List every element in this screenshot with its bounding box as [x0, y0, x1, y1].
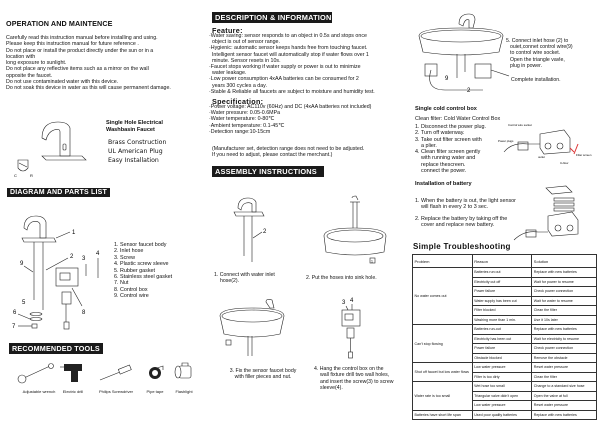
svg-text:Control wire socket: Control wire socket: [508, 123, 532, 127]
tool-label: Flashlight: [175, 389, 193, 394]
reason-cell: Obstacle blocked: [472, 353, 532, 363]
parts-list-item: 7. Nut: [114, 280, 129, 287]
flashlight-icon: [170, 362, 198, 384]
reason-cell: Power failure: [472, 287, 532, 297]
tool-label: Adjustable wrench: [22, 389, 56, 394]
solution-cell: Clean the filter: [532, 306, 597, 316]
caption-line: hose(2).: [220, 278, 240, 285]
tool-pipe-tape: [143, 362, 167, 394]
solution-cell: Use it 10s later: [532, 315, 597, 325]
caption-line: with filler pieces and nut.: [234, 374, 292, 381]
caption-line: wall fixture drill two wall holes,: [320, 372, 390, 379]
svg-text:1: 1: [371, 259, 373, 264]
operation-line: long exposure to sunlight.: [6, 60, 67, 67]
tool-label: Electric drill: [62, 389, 84, 394]
svg-text:8: 8: [82, 310, 86, 316]
battery-title: Installation of battery: [415, 181, 472, 187]
reason-cell: Wet hose too small: [472, 382, 532, 392]
reason-cell: Washing more than 1 min.: [472, 315, 532, 325]
control-box-subtitle: Clean filter: Cold Water Control Box: [415, 116, 501, 122]
spec-item: ·Water temperature: 0-80℃: [209, 116, 275, 123]
reason-cell: Water supply has been cut: [472, 296, 532, 306]
operation-line: Please keep this instruction manual for future reference .: [6, 41, 139, 48]
parts-diagram: [10, 210, 105, 340]
problem-cell: Can't stop flowing: [413, 325, 473, 363]
problem-cell: No water comes out: [413, 268, 473, 325]
battery-step-line: will flash in every 2 to 3 sec.: [421, 204, 489, 211]
parts-list-item: 9. Control wire: [114, 293, 149, 300]
step3-illustration: [218, 300, 288, 362]
battery-step-1: [415, 198, 516, 211]
step3-caption: [218, 368, 308, 381]
problem-cell: Shut off faucet but low water flows: [413, 363, 473, 382]
feature-item: ·Water saving: sensor responds to an object in 0.5s and stops once: [209, 33, 367, 39]
reason-cell: Electricity has been cut: [472, 334, 532, 344]
solution-cell: Remove the obstacle: [532, 353, 597, 363]
caption-line: 3. Fix the sensor faucet body: [229, 368, 297, 374]
tool-label: Pipe tape: [146, 389, 164, 394]
svg-text:6: 6: [13, 310, 17, 316]
svg-text:Filter screen: Filter screen: [576, 153, 592, 157]
solution-cell: Open the valve at full: [532, 391, 597, 401]
step5-caption: [506, 38, 573, 69]
parts-list-item: 8. Control box: [114, 286, 148, 293]
caption-line: sleeve(4).: [320, 384, 343, 391]
svg-text:2: 2: [467, 88, 471, 94]
feature-item: ·Low power consumption 4xAA batteries can be consumed for 2: [209, 76, 359, 83]
problem-cell: Batteries have short life span: [413, 410, 473, 420]
certification-mark-icon: [14, 158, 36, 178]
problem-cell: Water rate is too small: [413, 382, 473, 411]
feature-heading: Feature:: [212, 26, 243, 35]
solution-cell: Check power connection: [532, 287, 597, 297]
table-row: [413, 268, 597, 278]
product-feature: UL American Plug: [108, 148, 163, 155]
solution-cell: Reset water pressure: [532, 401, 597, 411]
spec-note: [212, 146, 364, 158]
reason-cell: Filter blocked: [472, 306, 532, 316]
operation-line: Do not place or install the product directly under the sun or in a: [6, 47, 154, 54]
parts-list-item: 6. Stainless steel gasket: [114, 274, 173, 281]
spec-note-line: (Manufacturer set, detection range does not need to be adjusted.: [212, 146, 365, 152]
operation-line: Carefully read this instruction manual before installing and using.: [6, 35, 158, 41]
solution-cell: Wait for electricity to resume: [532, 334, 597, 344]
step4-illustration: [338, 296, 388, 362]
caption-line: plug in power.: [510, 62, 543, 69]
svg-text:4: 4: [96, 251, 100, 257]
operation-text: [6, 35, 171, 92]
feature-item-cont: water leakage.: [211, 70, 247, 77]
caption-line: 1. Connect with water inlet: [214, 272, 275, 278]
cert-r-label: R: [30, 173, 33, 178]
screwdriver-icon: [92, 362, 140, 384]
reason-cell: Used poor quality batteries: [472, 410, 532, 420]
operation-line: Do not soak this device in water as this will cause permanent damage.: [6, 85, 171, 92]
operation-line: location with: [6, 53, 36, 60]
svg-text:outlet: outlet: [538, 155, 545, 159]
control-box-steps: [415, 124, 486, 174]
svg-text:2: 2: [263, 229, 267, 235]
operation-line: Do not use contaminated water with this device.: [6, 79, 119, 86]
product-name-line2: Washbasin Faucet: [106, 127, 155, 133]
svg-text:5: 5: [22, 300, 26, 306]
table-row: [413, 363, 597, 373]
tools-title: RECOMMENDED TOOLS: [9, 343, 103, 354]
control-box-title: Single cold control box: [415, 106, 477, 112]
feature-item-cont: years 300 cycles a day.: [211, 82, 267, 89]
header-problem: Problem: [413, 255, 473, 268]
troubleshooting-title: Simple Troubleshooting: [413, 242, 511, 251]
solution-cell: Wait for water to resume: [532, 296, 597, 306]
product-feature: Easy Installation: [108, 157, 159, 164]
step4-caption: [314, 366, 394, 391]
spec-item: ·Water pressure: 0.05-0.6MPa: [209, 110, 281, 117]
svg-text:4: 4: [350, 298, 354, 304]
control-box-step: 3. Take out filter screen with: [415, 136, 482, 143]
solution-cell: Reset water pressure: [532, 363, 597, 373]
control-box-step: 4. Clean filter screen gently: [415, 149, 481, 156]
step5-illustration: [415, 8, 515, 98]
product-features: [108, 138, 166, 165]
battery-step-2: [415, 216, 507, 229]
step1-caption: [214, 272, 275, 285]
step2-caption: 2. Put the hoses into sink hole.: [306, 275, 377, 281]
parts-list-item: 5. Rubber gasket: [114, 267, 156, 274]
step2-illustration: [320, 196, 390, 266]
control-box-step: 2. Turn off waterway.: [415, 130, 465, 137]
feature-item-cont: object is out of sensor range.: [211, 39, 280, 46]
solution-cell: Wait for power to resume: [532, 277, 597, 287]
reason-cell: Filter is too dirty: [472, 372, 532, 382]
spec-item: ·Detection range:10-15cm: [209, 128, 271, 135]
caption-line: 5. Connect inlet hose (2) to: [506, 38, 569, 44]
svg-text:3: 3: [82, 256, 86, 262]
reason-cell: Batteries run out: [472, 268, 532, 278]
feature-item: ·Stable & Reliable all faucets are subject to moisture and humidity test.: [209, 88, 375, 95]
control-box-filter-diagram: [498, 122, 600, 168]
tool-label: Philips Screwdriver: [98, 389, 133, 394]
control-box-step: replace thescreen.: [421, 161, 466, 168]
feature-item-cont: Intelligent sensor faucet will automatically stop if water flows over 1: [211, 51, 369, 58]
spec-item: ·Ambient temperature: 0.1-45℃: [209, 122, 285, 129]
operation-title: OPERATION AND MAINTENCE: [6, 19, 113, 28]
control-box-step: connect the power.: [421, 168, 467, 175]
parts-list-item: 2. Inlet hose: [114, 248, 144, 255]
caption-line: to control wire socket.: [510, 50, 561, 57]
product-name: [106, 120, 163, 134]
drill-icon: [58, 362, 88, 384]
caption-line: 4. Hang the control box on the: [314, 366, 384, 372]
pipe-tape-icon: [143, 362, 167, 384]
caption-line: Open the triangle vavle,: [510, 56, 565, 63]
diagram-title: DIAGRAM AND PARTS LIST: [7, 188, 110, 197]
svg-text:1: 1: [72, 230, 76, 236]
faucet-illustration: [30, 118, 90, 168]
header-reason: Reason: [472, 255, 532, 268]
svg-text:7: 7: [12, 324, 16, 330]
control-box-step: 1. Disconnect the power plug.: [415, 124, 487, 130]
solution-cell: Replace with new batteries: [532, 410, 597, 420]
svg-text:3: 3: [342, 300, 346, 306]
feature-list: [209, 33, 375, 95]
control-box-step: with running water and: [421, 155, 476, 162]
header-solution: Solution: [532, 255, 597, 268]
battery-step-line: 2. Replace the battery by taking off the: [415, 216, 508, 222]
reason-cell: Low water pressure: [472, 363, 532, 373]
tool-philips-screwdriver: [92, 362, 140, 394]
control-box-step: a plier.: [421, 142, 437, 149]
description-title: DESCRIPTION & INFORMATION: [212, 12, 332, 23]
product-name-line1: Single Hole Electrical: [106, 120, 163, 126]
operation-line: Do not place any reflective items such as a mirror on the wall: [6, 66, 149, 73]
spec-note-line: If you need to adjust, please contact the merchant.): [212, 152, 333, 159]
svg-text:In-flow: In-flow: [560, 161, 569, 165]
complete-installation: Complete installation.: [511, 77, 561, 83]
assembly-title: ASSEMBLY INSTRUCTIONS: [212, 166, 324, 177]
solution-cell: Clean the filter: [532, 372, 597, 382]
reason-cell: Batteries run-out: [472, 325, 532, 335]
reason-cell: Electricity cut off: [472, 277, 532, 287]
reason-cell: Low water pressure: [472, 401, 532, 411]
tool-flashlight: [170, 362, 198, 394]
solution-cell: Check power connection: [532, 344, 597, 354]
step1-illustration: [230, 196, 280, 266]
spec-item: ·Power voltage: AC110v (60Hz) and DC (4xAA batteries not included): [209, 104, 372, 110]
battery-step-line: 1. When the battery is out, the light sensor: [415, 198, 516, 204]
reason-cell: Triangular valve didn't open: [472, 391, 532, 401]
solution-cell: Replace with new batteries: [532, 325, 597, 335]
parts-list-item: 3. Screw: [114, 254, 135, 261]
table-header-row: [413, 255, 597, 268]
parts-list: [114, 242, 172, 300]
svg-text:9: 9: [20, 261, 24, 267]
troubleshooting-table: [412, 254, 597, 420]
svg-text:Power plugs: Power plugs: [498, 139, 514, 143]
parts-list-item: 1. Sensor faucet body: [114, 242, 167, 248]
solution-cell: Replace with new batteries: [532, 268, 597, 278]
table-row: [413, 382, 597, 392]
spec-heading: Specification:: [212, 97, 264, 106]
battery-step-line: cover and replace new battery.: [421, 222, 495, 229]
solution-cell: Change to a standard size hose: [532, 382, 597, 392]
caption-line: ouiet,connet control wire(9): [510, 44, 573, 51]
svg-text:2: 2: [70, 254, 74, 260]
feature-item-cont: minute. Sensor resets in 10s.: [211, 57, 281, 64]
operation-line: opposite the faucet.: [6, 72, 53, 79]
spec-list: [209, 104, 371, 135]
svg-text:9: 9: [445, 76, 449, 82]
table-row: [413, 410, 597, 420]
feature-item: ·Hygienic: automatic sensor keeps hands free from touching faucet.: [209, 45, 368, 52]
caption-line: and insert the screw(3) to screw: [320, 378, 394, 385]
feature-item: ·Faucet stops working if water supply or power is out to minimize: [209, 64, 361, 71]
tool-electric-drill: [58, 362, 88, 394]
product-feature: Brass Construction: [108, 139, 167, 146]
parts-list-item: 4. Plastic screw sleeve: [114, 261, 169, 268]
table-row: [413, 325, 597, 335]
cert-c-label: C: [14, 173, 17, 178]
battery-diagram: [510, 180, 590, 244]
reason-cell: Power failure: [472, 344, 532, 354]
